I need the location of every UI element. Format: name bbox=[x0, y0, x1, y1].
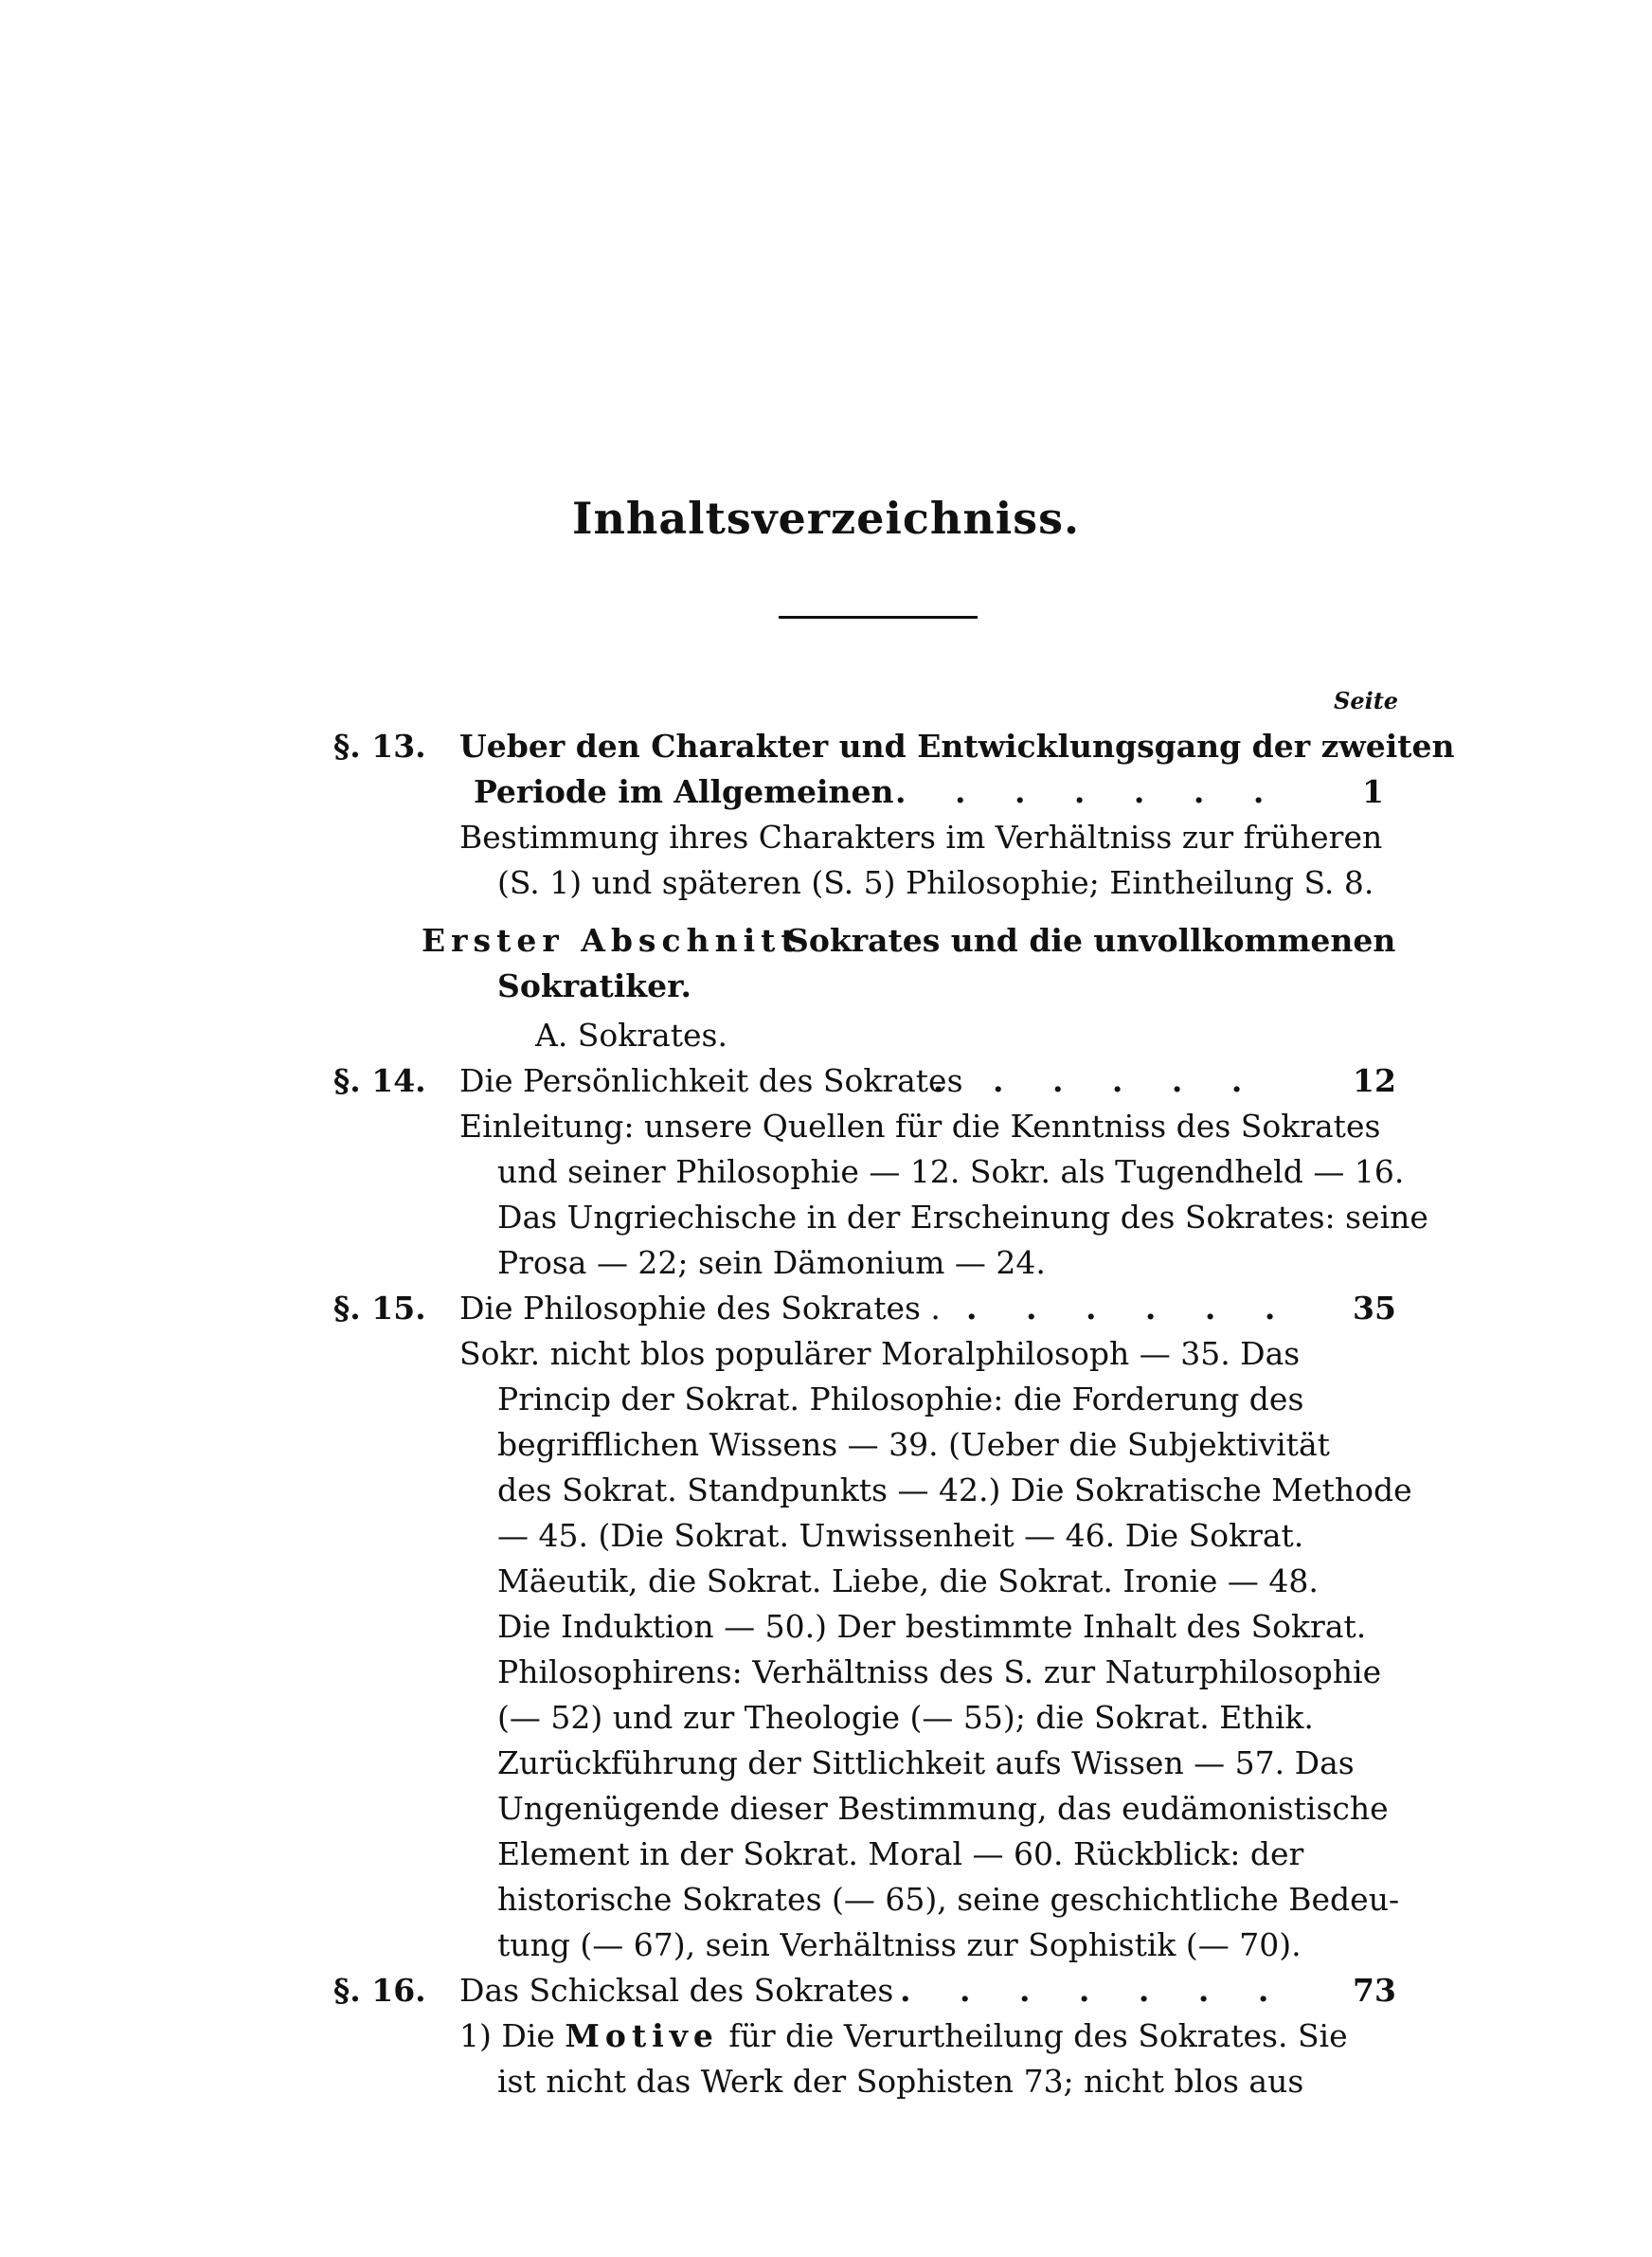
s15-summary-6: Mäeutik, die Sokrat. Liebe, die Sokrat. Ironie — 48. bbox=[497, 1562, 1319, 1599]
abschnitt-label: Erster Abschnitt bbox=[422, 922, 801, 959]
s14-page-number: 12 bbox=[1353, 1062, 1396, 1099]
s13-leader-dots: . . . . . . . bbox=[895, 773, 1284, 810]
s15-summary-1: Sokr. nicht blos populärer Moralphilosoph — 35. Das bbox=[459, 1335, 1301, 1372]
s13-heading-1: Ueber den Charakter und Entwicklungsgang der zweiten bbox=[459, 728, 1455, 765]
s14-heading: Die Persönlichkeit des Sokrates bbox=[459, 1062, 963, 1099]
s15-summary-7: Die Induktion — 50.) Der bestimmte Inhalt des Sokrat. bbox=[497, 1608, 1367, 1645]
s15-summary-12: Element in der Sokrat. Moral — 60. Rückblick: der bbox=[497, 1835, 1304, 1872]
s14-summary-1: Einleitung: unsere Quellen für die Kenntniss des Sokrates bbox=[459, 1108, 1381, 1145]
s16-summary-2: ist nicht das Werk der Sophisten 73; nicht blos aus bbox=[497, 2063, 1304, 2100]
s15-summary-11: Ungenügende dieser Bestimmung, das eudämonistische bbox=[497, 1790, 1389, 1827]
s16-heading: Das Schicksal des Sokrates bbox=[459, 1972, 894, 2009]
s13-page-number: 1 bbox=[1362, 773, 1384, 810]
page-title: Inhaltsverzeichniss. bbox=[571, 493, 1081, 544]
section-sign-15: §. 15. bbox=[333, 1290, 426, 1327]
s16-summary-1 bbox=[459, 2014, 1348, 2058]
s15-summary-8: Philosophirens: Verhältniss des S. zur Naturphilosophie bbox=[497, 1653, 1382, 1690]
s15-summary-13: historische Sokrates (— 65), seine geschichtliche Bedeu- bbox=[497, 1881, 1400, 1918]
title-rule bbox=[779, 616, 978, 619]
abschnitt-title-2: Sokratiker. bbox=[497, 967, 691, 1004]
s13-summary-1: Bestimmung ihres Charakters im Verhältniss zur früheren bbox=[459, 819, 1383, 856]
s14-summary-4: Prosa — 22; sein Dämonium — 24. bbox=[497, 1244, 1046, 1281]
s16-page-number: 73 bbox=[1353, 1972, 1396, 2009]
s13-summary-2: (S. 1) und späteren (S. 5) Philosophie; Eintheilung S. 8. bbox=[497, 864, 1374, 901]
s15-summary-2: Princip der Sokrat. Philosophie: die Forderung des bbox=[497, 1381, 1304, 1417]
section-sign-13: §. 13. bbox=[333, 728, 426, 765]
section-sign-16: §. 16. bbox=[333, 1972, 426, 2009]
subheading-sokrates: A. Sokrates. bbox=[535, 1017, 727, 1054]
page-column-header: Seite bbox=[1334, 687, 1399, 714]
s15-summary-9: (— 52) und zur Theologie (— 55); die Sokrat. Ethik. bbox=[497, 1699, 1314, 1736]
s14-leader-dots: . . . . . . bbox=[933, 1062, 1262, 1099]
s16-leader-dots: . . . . . . . bbox=[900, 1972, 1288, 2009]
s15-page-number: 35 bbox=[1353, 1290, 1396, 1327]
abschnitt-title-1: Sokrates und die unvollkommenen bbox=[786, 922, 1396, 959]
s15-summary-14: tung (— 67), sein Verhältniss zur Sophistik (— 70). bbox=[497, 1926, 1302, 1963]
s14-summary-3: Das Ungriechische in der Erscheinung des Sokrates: seine bbox=[497, 1199, 1428, 1236]
s15-summary-4: des Sokrat. Standpunkts — 42.) Die Sokratische Methode bbox=[497, 1472, 1412, 1508]
s14-summary-2: und seiner Philosophie — 12. Sokr. als Tugendheld — 16. bbox=[497, 1153, 1405, 1190]
s15-heading: Die Philosophie des Sokrates . bbox=[459, 1290, 941, 1327]
section-sign-14: §. 14. bbox=[333, 1062, 426, 1099]
s15-summary-3: begrifflichen Wissens — 39. (Ueber die Subjektivität bbox=[497, 1426, 1330, 1463]
s15-summary-5: — 45. (Die Sokrat. Unwissenheit — 46. Die Sokrat. bbox=[497, 1517, 1304, 1554]
s16-summary-1-start: 1) Die bbox=[459, 2017, 555, 2054]
s16-summary-1-end: für die Verurtheilung des Sokrates. Sie bbox=[728, 2017, 1348, 2054]
s15-summary-10: Zurückführung der Sittlichkeit aufs Wissen — 57. Das bbox=[497, 1744, 1355, 1781]
s16-summary-1-emphasis: Motive bbox=[565, 2017, 719, 2054]
s15-leader-dots: . . . . . . bbox=[966, 1290, 1295, 1327]
s13-heading-2: Periode im Allgemeinen bbox=[474, 773, 894, 810]
